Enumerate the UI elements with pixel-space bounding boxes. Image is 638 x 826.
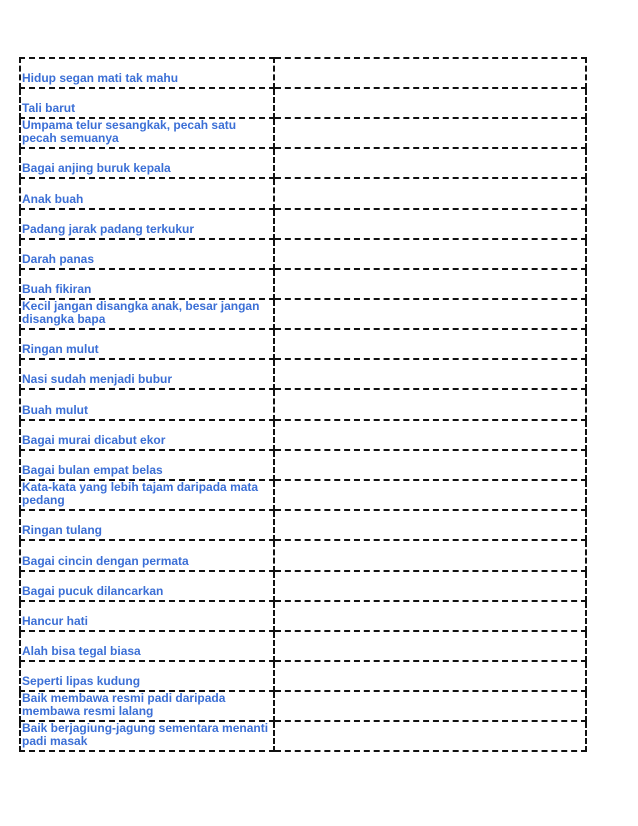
proverb-text: Nasi sudah menjadi bubur [22, 372, 173, 386]
answer-cell[interactable] [274, 239, 586, 269]
answer-cell[interactable] [274, 88, 586, 118]
proverb-cell [20, 239, 274, 269]
answer-cell[interactable] [274, 269, 586, 299]
answer-cell[interactable] [274, 721, 586, 751]
table-row [20, 359, 586, 389]
proverb-text: Seperti lipas kudung [22, 674, 141, 688]
table-row [20, 209, 586, 239]
proverb-cell [20, 269, 274, 299]
table-row [20, 88, 586, 118]
table-row [20, 420, 586, 450]
table-row [20, 631, 586, 661]
proverb-text: Alah bisa tegal biasa [22, 644, 141, 658]
answer-cell[interactable] [274, 118, 586, 148]
table-row [20, 480, 586, 510]
proverb-text: Umpama telur sesangkak, pecah satu pecah semuanya [22, 118, 237, 145]
answer-cell[interactable] [274, 480, 586, 510]
proverb-cell [20, 721, 274, 751]
proverb-cell [20, 359, 274, 389]
proverb-text: Ringan tulang [22, 523, 102, 537]
answer-cell[interactable] [274, 209, 586, 239]
table-row [20, 118, 586, 148]
proverb-cell [20, 480, 274, 510]
proverb-cell [20, 209, 274, 239]
table-row [20, 389, 586, 420]
answer-cell[interactable] [274, 420, 586, 450]
proverb-text: Bagai anjing buruk kepala [22, 161, 171, 175]
answer-cell[interactable] [274, 58, 586, 88]
proverb-cell [20, 540, 274, 571]
proverb-table [19, 57, 587, 752]
proverb-cell [20, 571, 274, 601]
proverb-cell [20, 601, 274, 631]
table-row [20, 329, 586, 359]
table-row [20, 691, 586, 721]
answer-cell[interactable] [274, 571, 586, 601]
answer-cell[interactable] [274, 359, 586, 389]
proverb-cell [20, 329, 274, 359]
proverb-cell [20, 178, 274, 209]
answer-cell[interactable] [274, 631, 586, 661]
proverb-text: Kata-kata yang lebih tajam daripada mata pedang [22, 480, 259, 507]
proverb-cell [20, 450, 274, 480]
proverb-text: Ringan mulut [22, 342, 99, 356]
answer-cell[interactable] [274, 661, 586, 691]
proverb-table-body [20, 58, 586, 751]
proverb-cell [20, 148, 274, 178]
proverb-text: Darah panas [22, 252, 95, 266]
answer-cell[interactable] [274, 601, 586, 631]
table-row [20, 540, 586, 571]
proverb-text: Bagai pucuk dilancarkan [22, 584, 164, 598]
table-row [20, 450, 586, 480]
proverb-cell [20, 389, 274, 420]
answer-cell[interactable] [274, 389, 586, 420]
answer-cell[interactable] [274, 329, 586, 359]
table-row [20, 510, 586, 540]
table-row [20, 58, 586, 88]
answer-cell[interactable] [274, 148, 586, 178]
proverb-text: Hancur hati [22, 614, 89, 628]
proverb-cell [20, 88, 274, 118]
table-row [20, 299, 586, 329]
answer-cell[interactable] [274, 178, 586, 209]
proverb-text: Tali barut [22, 101, 76, 115]
answer-cell[interactable] [274, 540, 586, 571]
proverb-cell [20, 420, 274, 450]
proverb-text: Buah mulut [22, 403, 88, 417]
proverb-cell [20, 58, 274, 88]
proverb-cell [20, 631, 274, 661]
proverb-text: Baik membawa resmi padi daripada membawa resmi lalang [22, 691, 226, 718]
proverb-text: Baik berjagiung-jagung sementara menanti padi masak [22, 721, 269, 748]
proverb-text: Kecil jangan disangka anak, besar jangan disangka bapa [22, 299, 260, 326]
answer-cell[interactable] [274, 450, 586, 480]
answer-cell[interactable] [274, 510, 586, 540]
proverb-text: Bagai cincin dengan permata [22, 554, 189, 568]
proverb-cell [20, 299, 274, 329]
proverb-cell [20, 510, 274, 540]
proverb-text: Padang jarak padang terkukur [22, 222, 195, 236]
proverb-text: Bagai bulan empat belas [22, 463, 163, 477]
proverb-text: Bagai murai dicabut ekor [22, 433, 166, 447]
table-row [20, 239, 586, 269]
table-row [20, 721, 586, 751]
proverb-worksheet [19, 57, 585, 752]
proverb-cell [20, 691, 274, 721]
answer-cell[interactable] [274, 691, 586, 721]
proverb-text: Hidup segan mati tak mahu [22, 71, 179, 85]
proverb-text: Buah fikiran [22, 282, 92, 296]
table-row [20, 148, 586, 178]
proverb-text: Anak buah [22, 192, 84, 206]
table-row [20, 269, 586, 299]
proverb-cell [20, 661, 274, 691]
table-row [20, 661, 586, 691]
table-row [20, 571, 586, 601]
answer-cell[interactable] [274, 299, 586, 329]
table-row [20, 601, 586, 631]
table-row [20, 178, 586, 209]
proverb-cell [20, 118, 274, 148]
